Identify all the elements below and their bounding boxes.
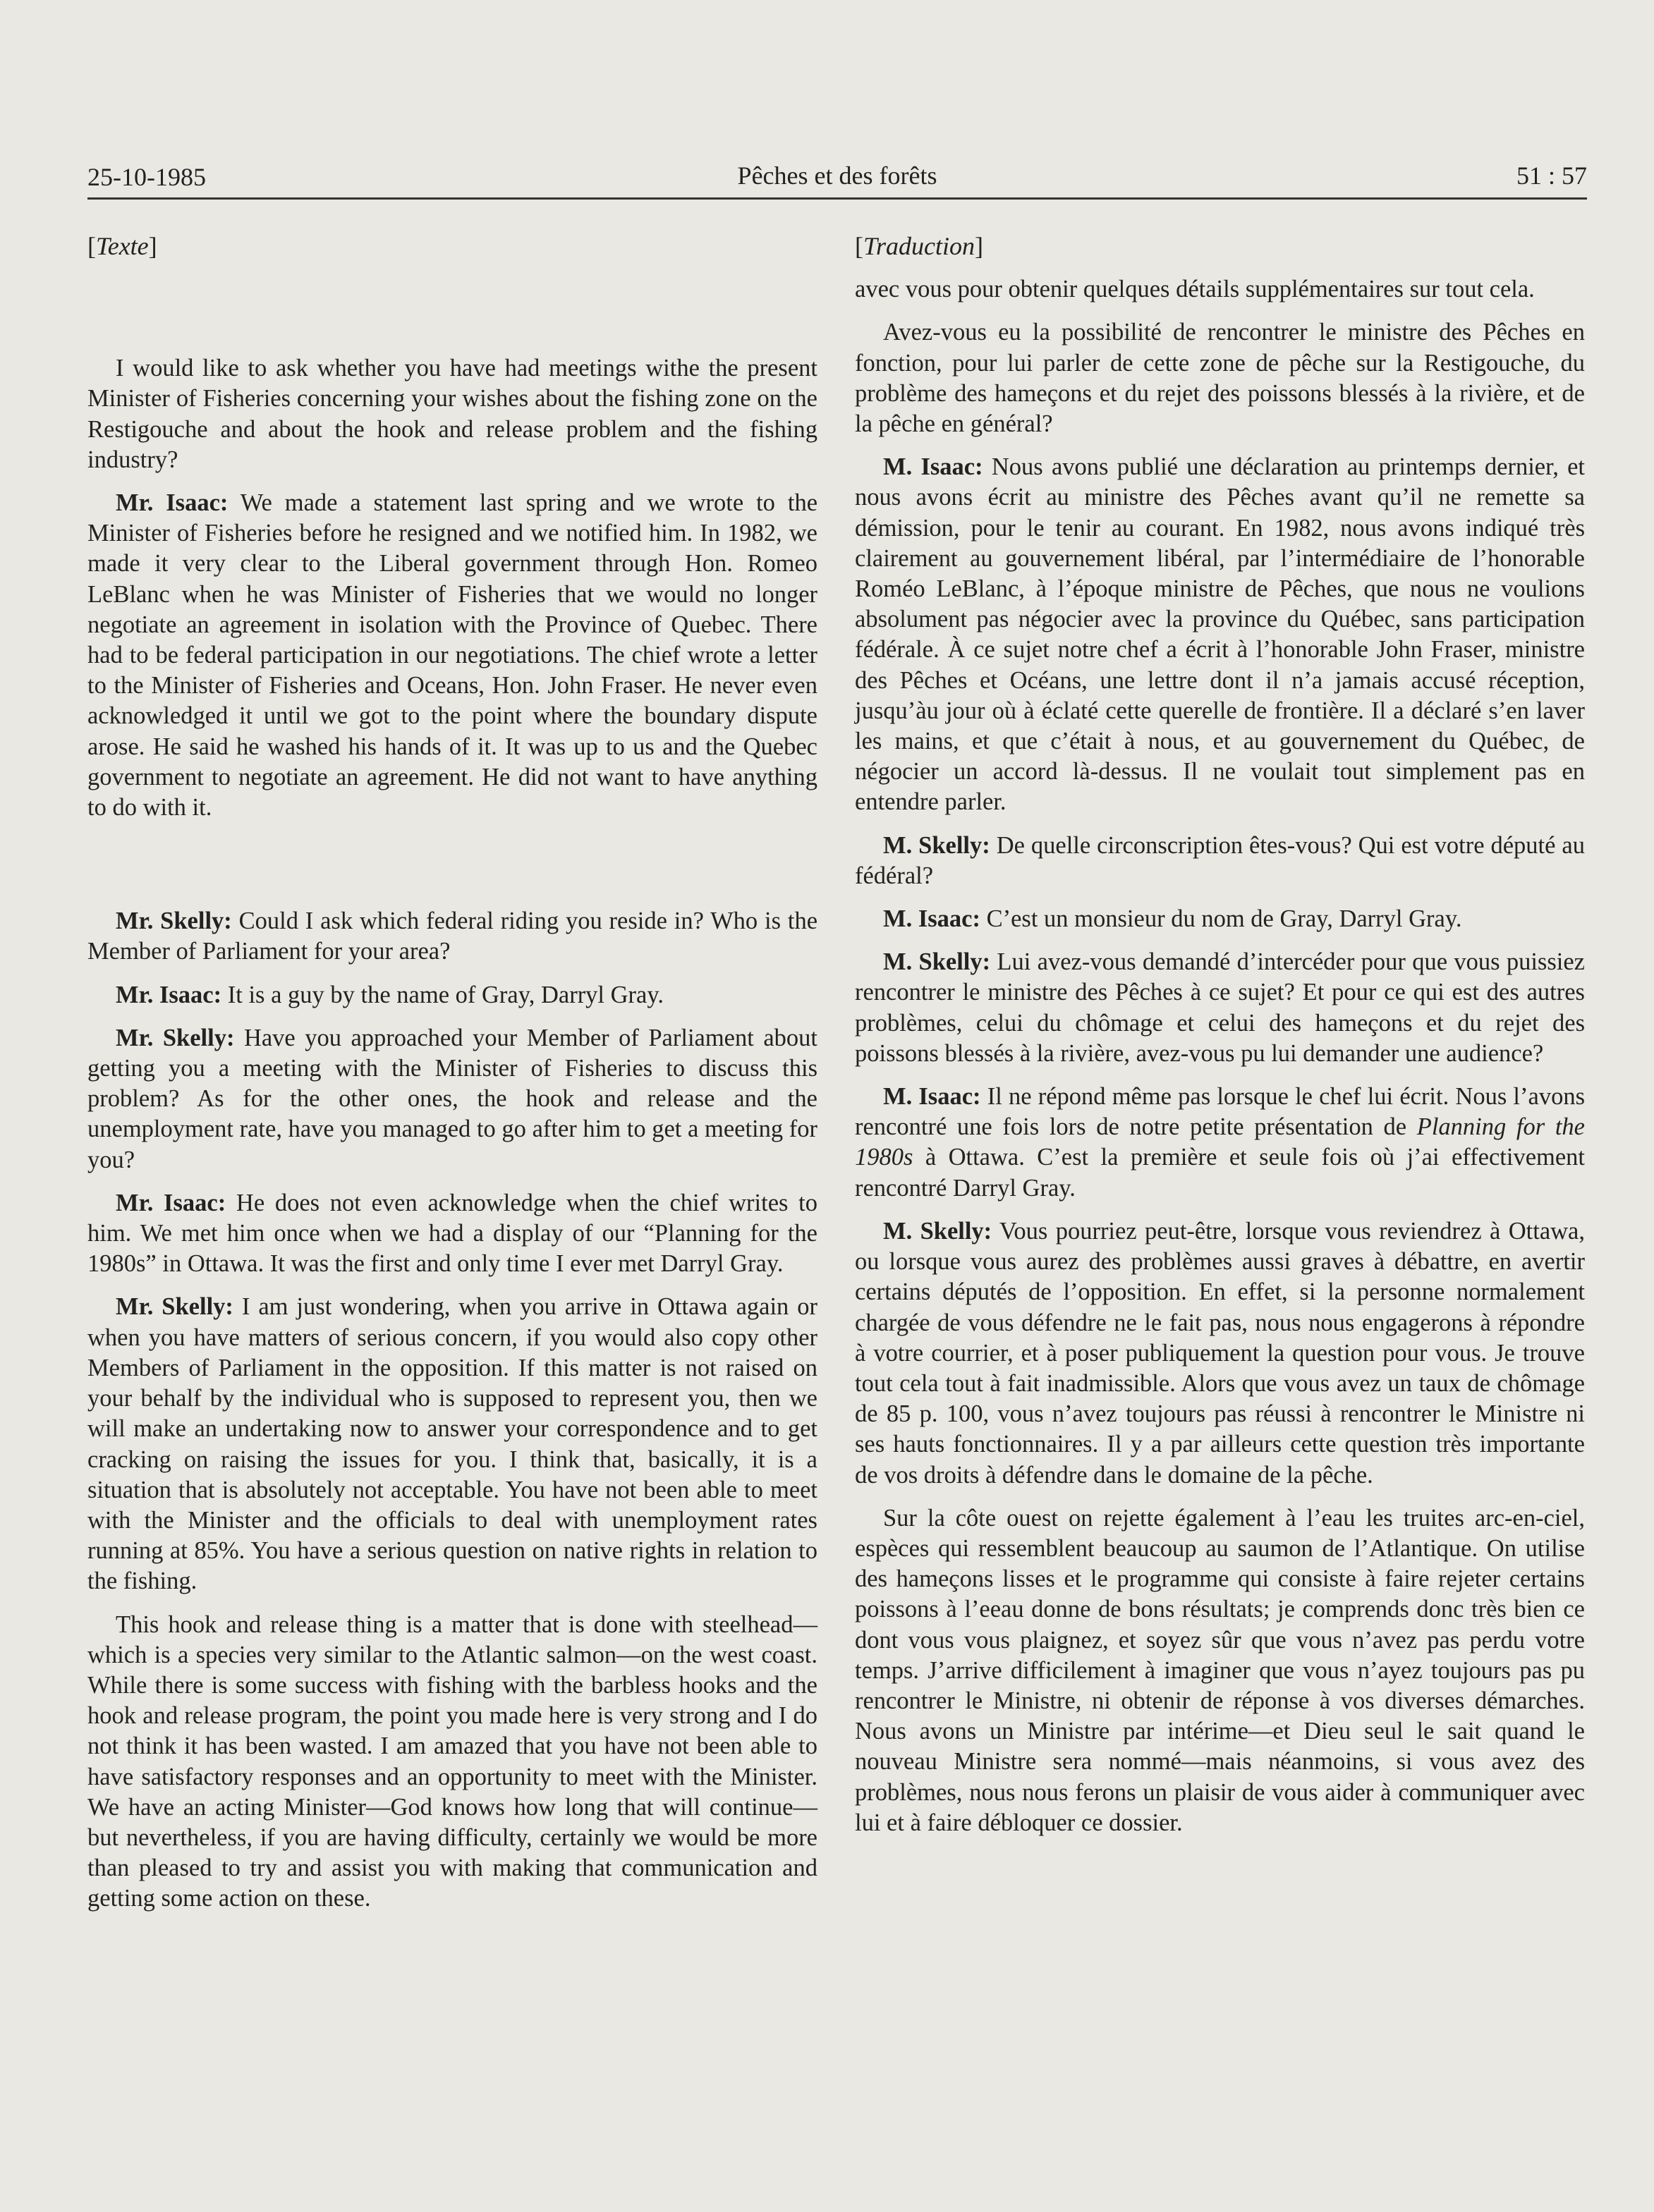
- header-date: 25-10-1985: [87, 163, 206, 191]
- paragraph: Mr. Skelly: Have you approached your Member of Parliament about getting you a meeting with the Minister of Fisheries to discuss this problem? As for the other ones, the hook and release and the unemployment rate, have you managed to go after him to get a meeting for you?: [87, 1024, 817, 1173]
- paragraph: Avez-vous eu la possibilité de rencontrer le ministre des Pêches en fonction, pour lui parler de cette zone de pêche sur la Restigouche, du problème des hameçons et du rejet des poissons blessés à la rivière, et de la pêche en général?: [855, 319, 1585, 438]
- header-title: Pêches et des forêts: [737, 161, 937, 190]
- paragraph: Mr. Isaac: He does not even acknowledge when the chief writes to him. We met him once when we had a display of our “Planning for the 1980s” in Ottawa. It was the first and only time I ever met Darryl Gray.: [87, 1189, 817, 1278]
- speaker-name: M. Isaac:: [883, 905, 980, 933]
- french-column: [855, 231, 1585, 1851]
- header-page-number: 51 : 57: [1516, 161, 1587, 190]
- paragraph: M. Skelly: Vous pourriez peut-être, lorsque vous reviendrez à Ottawa, ou lorsque vous aurez des problèmes aussi graves à débattre, en avertir certains députés de l’opposition. En effet, si la personne normalement chargée de vous défendre ne le fait pas, nous nous engagerons à répondre à votre courrier, et à poser publiquement la question pour vous. Je trouve tout cela tout à fait inadmissible. Alors que vous avez un taux de chômage de 85 p. 100, vous n’avez toujours pas réussi à rencontrer le Ministre ni ses hauts fonctionnaires. Il y a par ailleurs cette question très importante de vos droits à défendre dans le domaine de la pêche.: [855, 1217, 1585, 1489]
- speaker-name: M. Isaac:: [883, 453, 983, 481]
- page-header: [87, 157, 1587, 199]
- paragraph: M. Isaac: Nous avons publié une déclaration au printemps dernier, et nous avons écrit au ministre des Pêches avant qu’il ne remette sa démission, pour le tenir au courant. En 1982, nous avons indiqué très clairement au gouvernement libéral, par l’intermédiaire de l’honorable Roméo LeBlanc, à l’époque ministre de Pêches, que nous ne voulions absolument pas négocier avec la province du Québec, sans participation fédérale. À ce sujet notre chef a écrit à l’honorable John Fraser, ministre des Pêches et Océans, une lettre dont il n’a jamais accusé réception, jusqu’àu jour où à éclaté cette querelle de frontière. Il a déclaré s’en laver les mains, et que c’était à nous, et au gouvernement du Québec, de négocier un accord là-dessus. Il ne voulait tout simplement pas en entendre parler.: [855, 453, 1585, 816]
- english-column: [87, 231, 817, 1927]
- speaker-name: Mr. Isaac:: [116, 489, 229, 517]
- paragraph: M. Skelly: De quelle circonscription êtes-vous? Qui est votre député au fédéral?: [855, 831, 1585, 889]
- speaker-name: Mr. Isaac:: [116, 981, 222, 1008]
- paragraph: Mr. Skelly: Could I ask which federal riding you reside in? Who is the Member of Parliament for your area?: [87, 908, 818, 965]
- language-tag-french: [Traduction]: [855, 232, 984, 260]
- header-rule: [87, 197, 1587, 200]
- paragraph: Mr. Isaac: It is a guy by the name of Gray, Darryl Gray.: [116, 981, 664, 1008]
- speaker-name: Mr. Skelly:: [116, 1293, 233, 1321]
- paragraph: M. Isaac: Il ne répond même pas lorsque le chef lui écrit. Nous l’avons rencontré une fois lors de notre petite présentation de Planning for the 1980s à Ottawa. C’est la première et seule fois où j’ai effectivement rencontré Darryl Gray.: [855, 1083, 1585, 1202]
- speaker-name: Mr. Isaac:: [116, 1189, 226, 1216]
- speaker-name: M. Skelly:: [883, 948, 991, 976]
- speaker-name: M. Skelly:: [883, 831, 990, 859]
- paragraph: Mr. Skelly: I am just wondering, when you arrive in Ottawa again or when you have matters of serious concern, if you would also copy other Members of Parliament in the opposition. If this matter is not raised on your behalf by the individual who is supposed to represent you, then we will make an undertaking now to answer your correspondence and to get cracking on raising the issues for you. I think that, basically, it is a situation that is absolutely not acceptable. You have not been able to meet with the Minister and the officials to deal with unemployment rates running at 85%. You have a serious question on native rights in relation to the fishing.: [87, 1293, 817, 1595]
- language-tag-english: [Texte]: [87, 232, 157, 260]
- speaker-name: M. Skelly:: [883, 1217, 992, 1245]
- paragraph: This hook and release thing is a matter that is done with steelhead—which is a species very similar to the Atlantic salmon—on the west coast. While there is some success with fishing with the barbless hooks and the hook and release program, the point you made here is very strong and I do not think it has been wasted. I am amazed that you have not been able to have satisfactory responses and an opportunity to meet with the Minister. We have an acting Minister—God knows how long that will continue—but nevertheless, if you are having difficulty, certainly we would be more than pleased to try and assist you with making that communication and getting some action on these.: [87, 1611, 817, 1912]
- paragraph: M. Skelly: Lui avez-vous demandé d’intercéder pour que vous puissiez rencontrer le ministre des Pêches à ce sujet? Et pour ce qui est des autres problèmes, celui du chômage et celui des hameçons et du rejet des poissons blessés à la rivière, avez-vous pu lui demander une audience?: [855, 948, 1585, 1067]
- paragraph: M. Isaac: C’est un monsieur du nom de Gray, Darryl Gray.: [883, 905, 1462, 933]
- paragraph: Sur la côte ouest on rejette également à l’eau les truites arc-en-ciel, espèces qui ressemblent beaucoup au saumon de l’Atlantique. On utilise des hameçons lisses et le programme qui consiste à faire rejeter certains poissons à l’eeau donne de bons résultats; je comprends donc très bien ce dont vous vous plaignez, et soyez sûr que vous n’avez pas perdu votre temps. J’arrive difficilement à imaginer que vous n’ayez toujours pas pu rencontrer le Ministre, ni obtenir de réponse à vos diverses démarches. Nous avons un Ministre par intérime—et Dieu seul le sait quand le nouveau Ministre sera nommé—mais néanmoins, si vous avez des problèmes, nous nous ferons un plaisir de vous aider à communiquer avec lui et à faire débloquer ce dossier.: [855, 1504, 1585, 1836]
- speaker-name: Mr. Skelly:: [116, 908, 232, 935]
- paragraph: avec vous pour obtenir quelques détails supplémentaires sur tout cela.: [855, 276, 1535, 303]
- paragraph: I would like to ask whether you have had meetings withe the present Minister of Fisheries concerning your wishes about the fishing zone on the Restigouche and about the hook and release problem and the fishing industry?: [87, 355, 817, 473]
- speaker-name: M. Isaac:: [883, 1083, 981, 1111]
- paragraph: Mr. Isaac: We made a statement last spring and we wrote to the Minister of Fisheries before he resigned and we notified him. In 1982, we made it very clear to the Liberal government through Hon. Romeo LeBlanc when he was Minister of Fisheries that we would no longer negotiate an agreement in isolation with the Province of Quebec. There had to be federal participation in our negotiations. The chief wrote a letter to the Minister of Fisheries and Oceans, Hon. John Fraser. He never even acknowledged it until we got to the point where the boundary dispute arose. He said he washed his hands of it. It was up to us and the Quebec government to negotiate an agreement. He did not want to have anything to do with it.: [87, 489, 818, 821]
- speaker-name: Mr. Skelly:: [116, 1024, 235, 1051]
